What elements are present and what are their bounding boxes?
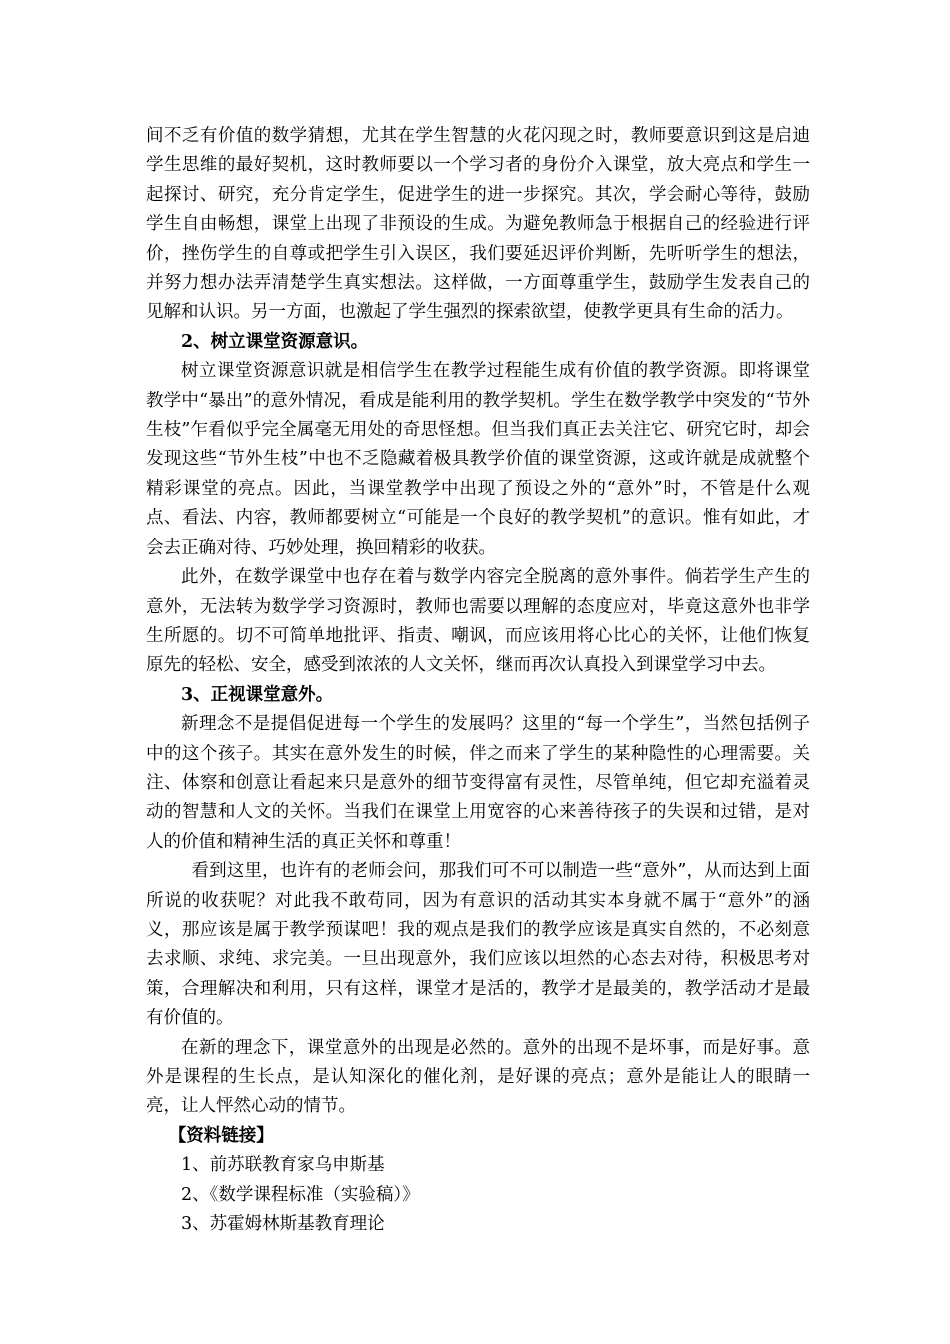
paragraph-unrelated-incidents: 此外，在数学课堂中也存在着与数学内容完全脱离的意外事件。倘若学生产生的意外，无法转为数学学习资源时，教师也需要以理解的态度应对，毕竟这意外也非学生所愿的。切不可简单地批评、指责、嘲讽，而应该用将心比心的关怀，让他们恢复原先的轻松、安全，感受到浓浓的人文关怀，继而再次认真投入到课堂学习中去。 — [146, 567, 810, 676]
references-title: 【资料链接】 — [168, 1125, 274, 1146]
section-heading-resource-awareness: 2、树立课堂资源意识。 — [181, 331, 369, 352]
document-body — [146, 122, 810, 1239]
paragraph-resource-awareness: 树立课堂资源意识就是相信学生在教学过程能生成有价值的教学资源。即将课堂教学中“暴出”的意外情况，看成是能利用的教学契机。学生在数学教学中突发的“节外生枝”乍看似乎完全属毫无用处的奇思怪想。但当我们真正去关注它、研究它时，却会发现这些“节外生枝”中也不乏隐藏着极具教学价值的课堂资源，这或许就是成就整个精彩课堂的亮点。因此，当课堂教学中出现了预设之外的“意外”时，不管是什么观点、看法、内容，教师都要树立“可能是一个良好的教学契机”的意识。惟有如此，才会去正确对待、巧妙处理，换回精彩的收获。 — [146, 361, 810, 558]
paragraph-manufactured-accidents: 看到这里，也许有的老师会问，那我们可不可以制造一些“意外”，从而达到上面所说的收获呢？对此我不敢苟同，因为有意识的活动其实本身就不属于“意外”的涵义，那应该是属于教学预谋吧！我的观点是我们的教学应该是真实自然的，不必刻意去求顺、求纯、求完美。一旦出现意外，我们应该以坦然的心态去对待，积极思考对策，合理解决和利用，只有这样，课堂才是活的，教学才是最美的，教学活动才是最有价值的。 — [146, 861, 810, 1029]
paragraph-conclusion: 在新的理念下，课堂意外的出现是必然的。意外的出现不是坏事，而是好事。意外是课程的生长点，是认知深化的催化剂，是好课的亮点；意外是能让人的眼睛一亮，让人怦然心动的情节。 — [146, 1037, 810, 1117]
reference-item: 3、苏霍姆林斯基教育理论 — [181, 1214, 385, 1235]
paragraph-continuation: 间不乏有价值的数学猜想，尤其在学生智慧的火花闪现之时，教师要意识到这是启迪学生思维的最好契机，这时教师要以一个学习者的身份介入课堂，放大亮点和学生一起探讨、研究，充分肯定学生，促进学生的进一步探究。其次，学会耐心等待，鼓励学生自由畅想，课堂上出现了非预设的生成。为避免教师急于根据自己的经验进行评价，挫伤学生的自尊或把学生引入误区，我们要延迟评价判断，先听听学生的想法，并努力想办法弄清楚学生真实想法。这样做，一方面尊重学生，鼓励学生发表自己的见解和认识。另一方面，也激起了学生强烈的探索欲望，使教学更具有生命的活力。 — [146, 126, 810, 323]
paragraph-new-concept: 新理念不是提倡促进每一个学生的发展吗？这里的“每一个学生”，当然包括例子中的这个孩子。其实在意外发生的时候，伴之而来了学生的某种隐性的心理需要。关注、体察和创意让看起来只是意外的细节变得富有灵性，尽管单纯，但它却充溢着灵动的智慧和人文的关怀。当我们在课堂上用宽容的心来善待孩子的失误和过错，是对人的价值和精神生活的真正关怀和尊重！ — [146, 714, 810, 852]
reference-item: 2、《数学课程标准（实验稿）》 — [181, 1184, 420, 1205]
section-heading-face-accidents: 3、正视课堂意外。 — [181, 684, 334, 705]
references-list — [146, 1151, 810, 1239]
reference-item: 1、前苏联教育家乌申斯基 — [181, 1155, 385, 1176]
